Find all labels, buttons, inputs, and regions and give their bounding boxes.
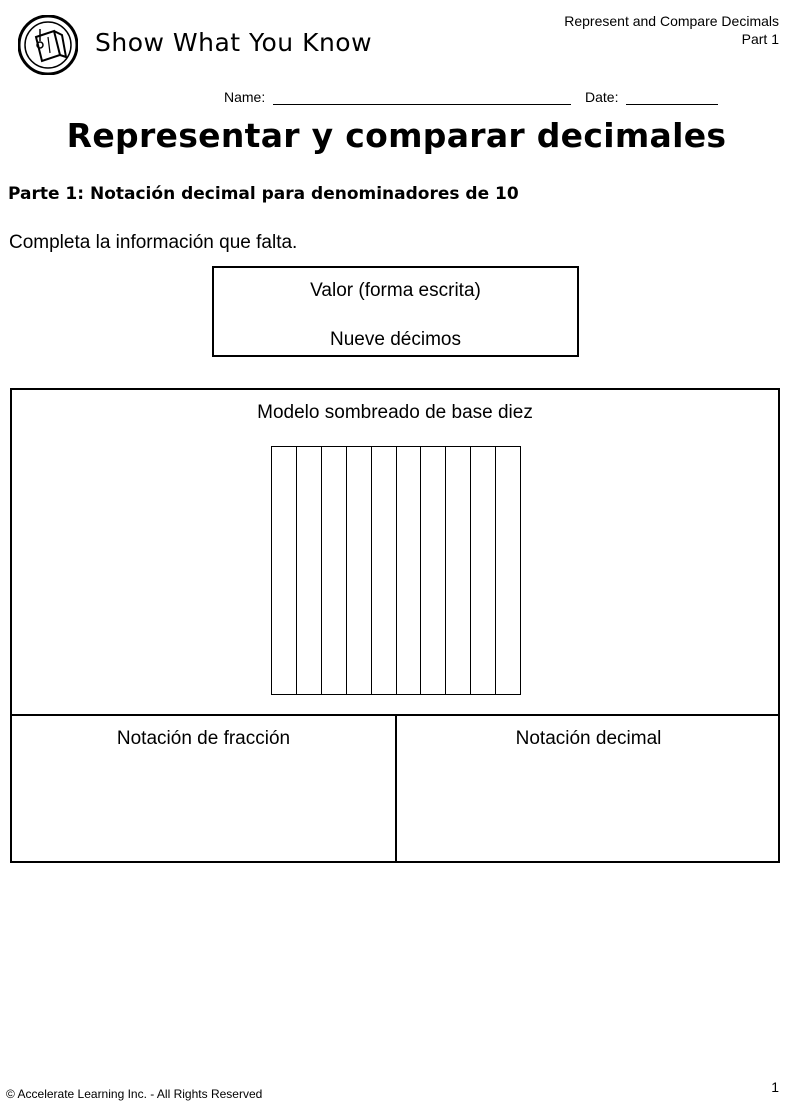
value-box [212, 266, 579, 357]
tenth-column[interactable] [297, 447, 322, 694]
tenth-column[interactable] [397, 447, 422, 694]
brand-logo [18, 15, 78, 75]
name-field[interactable] [273, 90, 571, 105]
date-field[interactable] [626, 90, 718, 105]
document-title-line: Represent and Compare Decimals [564, 13, 779, 29]
document-part-line: Part 1 [741, 31, 779, 47]
date-label: Date: [585, 89, 619, 105]
tenth-column[interactable] [446, 447, 471, 694]
name-date-row [224, 89, 718, 105]
tenth-column[interactable] [471, 447, 496, 694]
tenth-column[interactable] [372, 447, 397, 694]
page-title: Representar y comparar decimales [66, 116, 727, 155]
base-ten-grid[interactable] [271, 446, 521, 695]
instructions: Completa la información que falta. [9, 232, 298, 253]
brand-name: Show What You Know [95, 28, 373, 57]
tenth-column[interactable] [322, 447, 347, 694]
part-heading: Parte 1: Notación decimal para denominadores de 10 [8, 184, 519, 204]
page-number: 1 [771, 1079, 779, 1095]
lantern-icon [18, 15, 78, 75]
document-title [564, 12, 779, 48]
tenth-column[interactable] [496, 447, 520, 694]
tenth-column[interactable] [272, 447, 297, 694]
value-box-header: Valor (forma escrita) [310, 280, 481, 301]
copyright-footer: © Accelerate Learning Inc. - All Rights Reserved [6, 1087, 263, 1101]
decimal-notation-label: Notación decimal [515, 728, 662, 749]
model-box [10, 388, 780, 863]
value-written-form: Nueve décimos [330, 329, 461, 350]
tenth-column[interactable] [421, 447, 446, 694]
fraction-notation-label: Notación de fracción [116, 728, 291, 749]
tenth-column[interactable] [347, 447, 372, 694]
model-label: Modelo sombreado de base diez [257, 402, 533, 423]
name-label: Name: [224, 89, 266, 105]
